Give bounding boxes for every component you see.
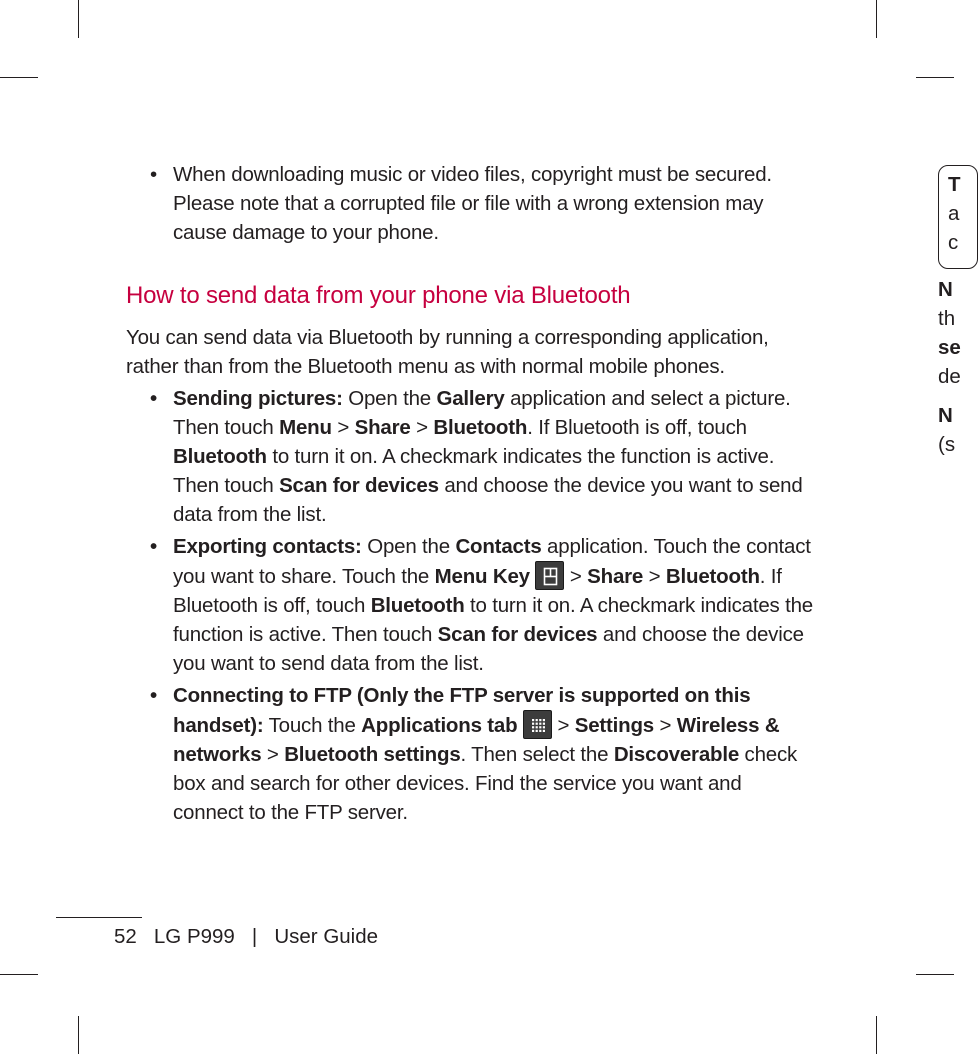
copyright-note-text: When downloading music or video files, copyright must be secured. Please note that a corrupted file or file with a wrong extension may cause damage to your phone.: [173, 163, 772, 244]
adjacent-page-fragment: de: [938, 365, 961, 388]
list-item-sending-pictures: [126, 384, 816, 529]
text: check box and search for other devices. Find the service you want and connect to the FTP server.: [173, 743, 798, 824]
menu-key-icon: [535, 561, 564, 590]
menu-key-term: Menu Key: [434, 565, 530, 588]
adjacent-page-fragment: N: [938, 278, 953, 301]
crop-mark: [876, 1016, 877, 1054]
separator: >: [557, 714, 570, 737]
separator: >: [648, 565, 661, 588]
separator: >: [416, 416, 428, 439]
connecting-ftp-label: Connecting to FTP (Only the FTP server is supported on this handset):: [173, 684, 751, 737]
list-item-exporting-contacts: [126, 532, 816, 678]
applications-tab-term: Applications tab: [361, 714, 518, 737]
grid-dot: [532, 730, 534, 732]
adjacent-page-fragment: N: [938, 404, 953, 427]
bluetooth-term: Bluetooth: [173, 445, 267, 468]
separator: >: [337, 416, 350, 439]
grid-dot: [536, 723, 538, 725]
bullet: •: [150, 163, 157, 186]
scan-term: Scan for devices: [279, 474, 439, 497]
section-body: [126, 323, 816, 827]
list-item: [126, 160, 816, 247]
crop-mark: [916, 974, 954, 975]
model-name: LG P999: [153, 925, 235, 948]
bullet: •: [150, 387, 157, 410]
bluetooth-settings-term: Bluetooth settings: [284, 743, 461, 766]
text: to turn it on. A checkmark indicates the function is active. Then touch: [173, 594, 813, 646]
gallery-term: Gallery: [436, 387, 505, 410]
grid-dot: [539, 723, 541, 725]
grid-dot: [543, 726, 545, 728]
separator: >: [659, 714, 672, 737]
settings-term: Settings: [574, 714, 654, 737]
text: Open the: [342, 387, 437, 410]
text: application and select a picture. Then touch: [173, 387, 791, 439]
grid-dot: [532, 726, 534, 728]
crop-mark: [78, 0, 79, 38]
text: . If Bluetooth is off, touch: [173, 565, 782, 617]
share-term: Share: [354, 416, 411, 439]
text: application. Touch the contact you want to share. Touch the: [173, 535, 811, 588]
bluetooth-term: Bluetooth: [665, 565, 760, 588]
crop-mark: [916, 77, 954, 78]
bluetooth-term: Bluetooth: [433, 416, 528, 439]
text: to turn it on. A checkmark indicates the function is active. Then touch: [173, 445, 775, 497]
grid-dot: [532, 719, 534, 721]
menu-term: Menu: [279, 416, 332, 439]
crop-mark: [0, 77, 38, 78]
discoverable-term: Discoverable: [613, 743, 740, 766]
scan-term: Scan for devices: [437, 623, 598, 646]
grid-dot: [536, 719, 538, 721]
sending-pictures-label: Sending pictures:: [173, 387, 343, 410]
copyright-note: [126, 160, 816, 247]
grid-dot: [539, 719, 541, 721]
share-term: Share: [587, 565, 644, 588]
grid-dot: [543, 730, 545, 732]
adjacent-page-fragment: c: [948, 231, 959, 254]
section-heading: How to send data from your phone via Bluetooth: [126, 282, 631, 309]
page-number: 52: [114, 925, 137, 948]
grid-dot: [539, 730, 541, 732]
text: Touch the: [263, 714, 362, 737]
text: and choose the device you want to send data from the list.: [173, 623, 804, 675]
applications-grid-icon: [523, 710, 552, 739]
crop-mark: [78, 1016, 79, 1054]
adjacent-page-fragment: T: [948, 173, 961, 196]
list-item-connecting-ftp: [126, 681, 816, 827]
text: and choose the device you want to send data from the list.: [173, 474, 803, 526]
text: . If Bluetooth is off, touch: [527, 416, 747, 439]
footer-divider: |: [251, 925, 258, 948]
footer-rule: [56, 917, 142, 918]
text: Open the: [361, 535, 456, 558]
grid-dot: [539, 726, 541, 728]
bullet: •: [150, 535, 157, 558]
grid-dot: [543, 723, 545, 725]
page-footer: [114, 925, 378, 949]
bullet: •: [150, 684, 157, 707]
guide-title: User Guide: [274, 925, 379, 948]
contacts-term: Contacts: [455, 535, 542, 558]
grid-dot: [532, 723, 534, 725]
crop-mark: [876, 0, 877, 38]
intro-paragraph: You can send data via Bluetooth by running a corresponding application, rather than from the Bluetooth menu as with normal mobile phones.: [126, 326, 769, 378]
adjacent-page-fragment: th: [938, 307, 956, 330]
separator: >: [569, 565, 582, 588]
wireless-networks-term: Wireless & networks: [173, 714, 780, 766]
adjacent-page-fragment: se: [938, 336, 961, 359]
crop-mark: [0, 974, 38, 975]
adjacent-page-fragment: (s: [938, 433, 956, 456]
separator: >: [266, 743, 279, 766]
grid-dot: [536, 730, 538, 732]
text: . Then select the: [460, 743, 614, 766]
grid-dot: [536, 726, 538, 728]
exporting-contacts-label: Exporting contacts:: [173, 535, 362, 558]
adjacent-page-fragment: a: [948, 202, 960, 225]
bluetooth-term: Bluetooth: [370, 594, 465, 617]
grid-dot: [543, 719, 545, 721]
